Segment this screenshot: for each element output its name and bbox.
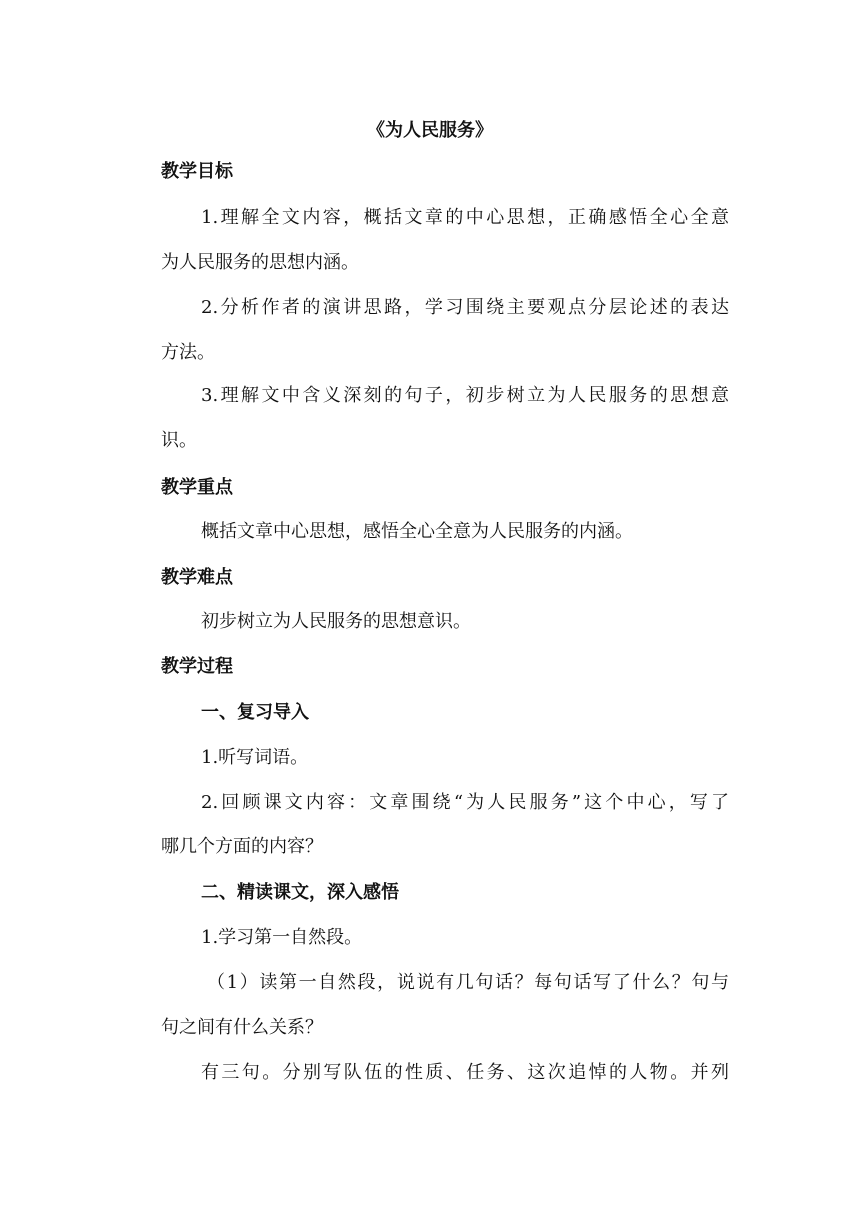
process-part-2-item-1: 1.学习第一自然段。: [201, 927, 363, 948]
difficulties-text: 初步树立为人民服务的思想意识。: [201, 611, 471, 632]
goal-1-line-1: 1.理解全文内容，概括文章的中心思想，正确感悟全心全意: [201, 207, 729, 228]
goal-2-line-2: 方法。: [161, 342, 215, 363]
process-part-2-heading: 二、精读课文，深入感悟: [201, 882, 399, 903]
process-part-2-answer-line-1: 有三句。分别写队伍的性质、任务、这次追悼的人物。并列: [201, 1062, 729, 1083]
section-heading-process: 教学过程: [161, 656, 233, 677]
section-heading-goals: 教学目标: [161, 161, 233, 182]
key-points-text: 概括文章中心思想，感悟全心全意为人民服务的内涵。: [201, 521, 633, 542]
document-title: 《为人民服务》: [367, 120, 493, 141]
process-part-2-question-1-line-1: （1）读第一自然段，说说有几句话？每句话写了什么？句与: [207, 972, 729, 993]
goal-2-line-1: 2.分析作者的演讲思路，学习围绕主要观点分层论述的表达: [201, 297, 729, 318]
goal-3-line-1: 3.理解文中含义深刻的句子，初步树立为人民服务的思想意: [201, 385, 729, 406]
section-heading-difficulties: 教学难点: [161, 567, 233, 588]
process-part-1-item-1: 1.听写词语。: [201, 747, 309, 768]
goal-1-line-2: 为人民服务的思想内涵。: [161, 252, 359, 273]
process-part-2-question-1-line-2: 句之间有什么关系？: [161, 1017, 323, 1038]
process-part-1-heading: 一、复习导入: [201, 702, 309, 723]
section-heading-key-points: 教学重点: [161, 477, 233, 498]
goal-3-line-2: 识。: [161, 430, 197, 451]
process-part-1-item-2-line-1: 2.回顾课文内容：文章围绕“为人民服务”这个中心，写了: [201, 792, 729, 813]
process-part-1-item-2-line-2: 哪几个方面的内容？: [161, 836, 323, 857]
